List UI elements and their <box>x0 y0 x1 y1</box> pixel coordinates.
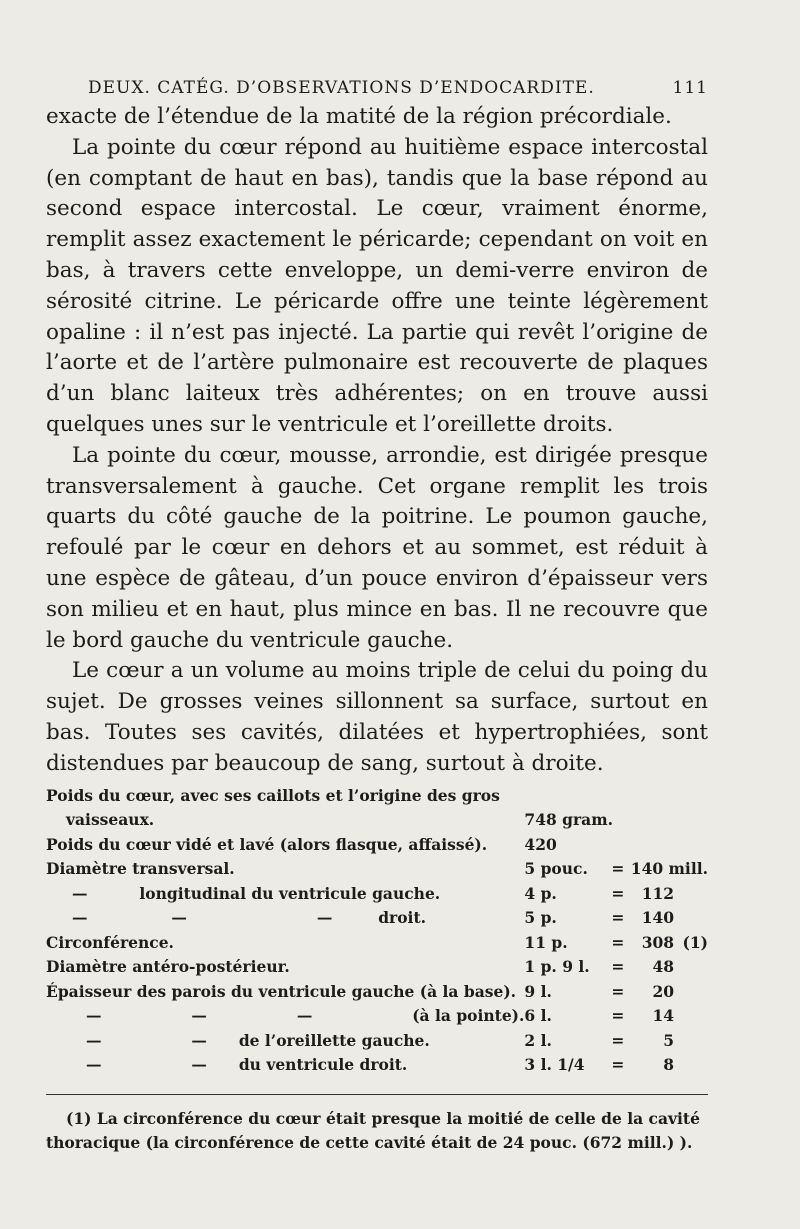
paragraph-continuation: exacte de l’étendue de la matité de la région précordiale. <box>46 104 672 129</box>
row-label: droit. <box>378 908 427 928</box>
row-value-metric: 20 <box>652 981 675 1001</box>
footnote-line: thoracique (la circonférence de cette cavité était de 24 pouc. (672 mill.) ). <box>46 1132 693 1152</box>
table-row <box>46 884 708 909</box>
row-label: longitudinal du ventricule gauche. <box>139 883 441 903</box>
row-value: 5 p. <box>524 908 557 928</box>
row-label: vaisseaux. <box>66 810 155 830</box>
ditto-dash: — <box>191 1030 207 1050</box>
body-text <box>46 102 708 780</box>
ditto-dash: — <box>316 908 333 928</box>
table-row <box>46 1055 708 1080</box>
ditto-dash: — <box>191 1055 207 1075</box>
ditto-dash: — <box>171 908 187 928</box>
equals-sign: = <box>611 932 625 952</box>
ditto-dash: — <box>191 1006 207 1026</box>
table-row <box>46 859 708 884</box>
paragraph: La pointe du cœur répond au huitième espace intercostal (en comptant de haut en bas), tandis que la base répond au second espace intercostal. Le cœur, vraiment énorme, remplit assez exactement le péricarde; cependant on voit en bas, à travers cette enveloppe, un demi-verre environ de sérosité citrine. Le péricarde offre une teinte légèrement opaline : il n’est pas injecté. La partie qui revêt l’origine de l’aorte et de l’artère pulmonaire est recouverte de plaques d’un blanc laiteux très adhérentes; on en trouve aussi quelques unes sur le ventricule et l’oreillette droits. <box>46 134 708 437</box>
running-header <box>46 78 708 98</box>
row-label: (à la pointe). <box>412 1006 525 1026</box>
equals-sign: = <box>611 908 625 928</box>
page-number: 111 <box>672 78 708 98</box>
row-label: Poids du cœur vidé et lavé (alors flasque, affaissé). <box>46 834 488 854</box>
row-value-metric: 140 mill. <box>630 859 708 879</box>
row-label: Diamètre antéro-postérieur. <box>46 957 290 977</box>
footnote <box>46 1107 708 1155</box>
footnote-ref: (1) <box>682 932 708 952</box>
table-row <box>46 1006 708 1031</box>
equals-sign: = <box>611 981 625 1001</box>
running-title: DEUX. CATÉG. D’OBSERVATIONS D’ENDOCARDITE. <box>88 78 595 98</box>
row-value: 6 l. <box>524 1006 552 1026</box>
table-row <box>46 982 708 1007</box>
row-value: 4 p. <box>524 883 557 903</box>
footnote-line: (1) La circonférence du cœur était presque la moitié de celle de la cavité <box>66 1108 700 1128</box>
row-value: 2 l. <box>524 1030 552 1050</box>
paragraph: La pointe du cœur, mousse, arrondie, est dirigée presque transversalement à gauche. Cet organe remplit les trois quarts du côté gauche de la poitrine. Le poumon gauche, refoulé par le cœur en dehors et au sommet, est réduit à une espèce de gâteau, d’un pouce environ d’épaisseur vers son milieu et en haut, plus mince en bas. Il ne recouvre que le bord gauche du ventricule gauche. <box>46 442 708 653</box>
table-row <box>46 810 708 835</box>
row-value-metric: 5 <box>663 1030 675 1050</box>
table-row <box>46 908 708 933</box>
equals-sign: = <box>611 957 625 977</box>
row-value-metric: 112 <box>641 883 675 903</box>
ditto-dash: — <box>72 908 88 928</box>
footnote-divider <box>46 1094 708 1095</box>
table-row <box>46 786 708 811</box>
row-value: 11 p. <box>524 932 568 952</box>
table-row <box>46 835 708 860</box>
row-value-metric: 14 <box>652 1006 675 1026</box>
table-row <box>46 933 708 958</box>
row-value: 748 gram. <box>524 810 614 830</box>
ditto-dash: — <box>86 1055 102 1075</box>
row-value-metric: 308 <box>641 932 675 952</box>
row-label: de l’oreillette gauche. <box>238 1030 430 1050</box>
table-row <box>46 957 708 982</box>
paragraph: Le cœur a un volume au moins triple de celui du poing du sujet. De grosses veines sillonnent sa surface, surtout en bas. Toutes ses cavités, dilatées et hypertrophiées, sont distendues par beaucoup de sang, surtout à droite. <box>46 658 708 776</box>
row-value-metric: 140 <box>641 908 675 928</box>
ditto-dash: — <box>296 1006 313 1026</box>
equals-sign: = <box>611 1030 625 1050</box>
ditto-dash: — <box>72 883 88 903</box>
row-label: Épaisseur des parois du ventricule gauche (à la base). <box>46 981 517 1001</box>
row-value: 9 l. <box>524 981 552 1001</box>
book-page <box>46 78 708 1155</box>
row-value: 1 p. 9 l. <box>524 957 590 977</box>
row-label: du ventricule droit. <box>238 1055 408 1075</box>
equals-sign: = <box>611 883 625 903</box>
row-value: 5 pouc. <box>524 859 588 879</box>
equals-sign: = <box>611 859 625 879</box>
row-value-metric: 48 <box>652 957 675 977</box>
measurements-table <box>46 786 708 1080</box>
table-row <box>46 1031 708 1056</box>
row-label: Circonférence. <box>46 932 174 952</box>
equals-sign: = <box>611 1055 625 1075</box>
row-value-metric: 8 <box>663 1055 675 1075</box>
row-label: Diamètre transversal. <box>46 859 235 879</box>
row-value: 3 l. 1/4 <box>524 1055 585 1075</box>
row-value: 420 <box>524 834 557 854</box>
ditto-dash: — <box>86 1030 102 1050</box>
equals-sign: = <box>611 1006 625 1026</box>
ditto-dash: — <box>86 1006 102 1026</box>
row-label: Poids du cœur, avec ses caillots et l’origine des gros <box>46 785 500 805</box>
